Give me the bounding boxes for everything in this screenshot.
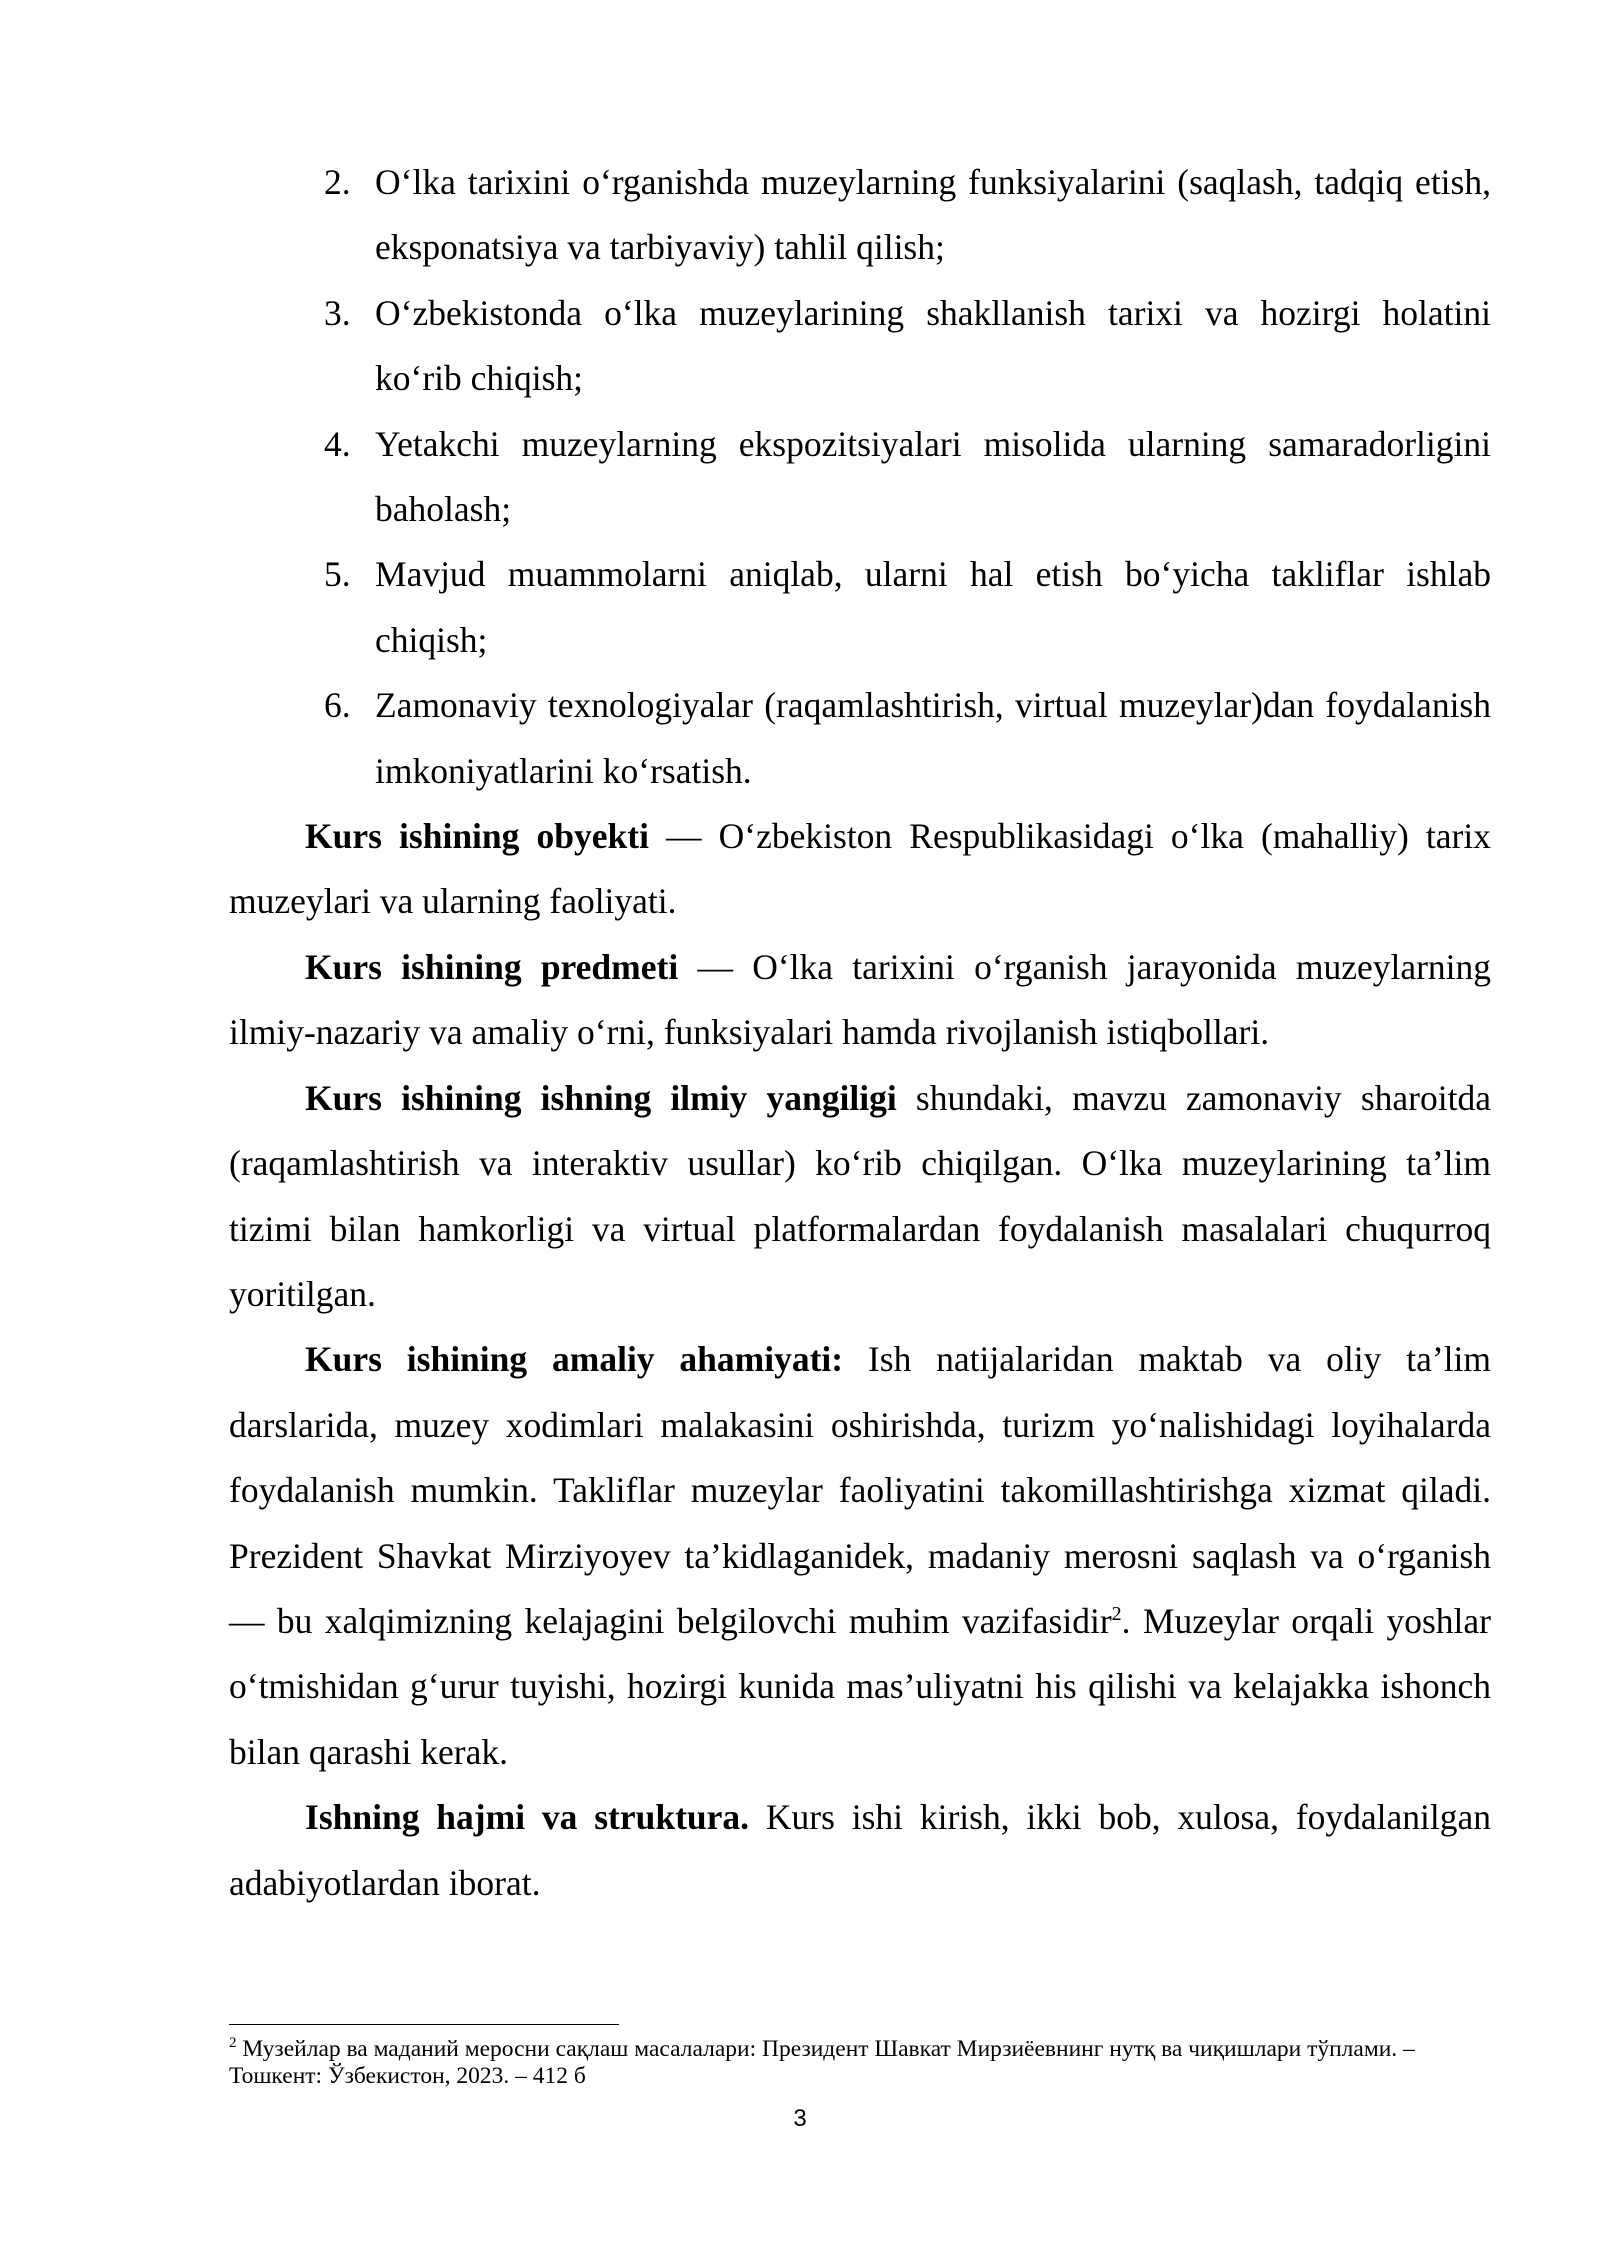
list-item bbox=[229, 281, 1491, 412]
paragraph-novelty bbox=[229, 1066, 1491, 1328]
list-item-text: Yetakchi muzeylarning ekspozitsiyalari misolida ularning samaradorligini baholash; bbox=[375, 423, 1491, 530]
paragraph-text: Kurs ishi kirish, ikki bob, xulosa, foydalanilgan adabiyotlardan iborat. bbox=[229, 1797, 1491, 1903]
paragraph-text: Ish natijalaridan maktab va oliy ta’lim darslarida, muzey xodimlari malakasini oshirishda, turizm yo‘nalishidagi loyihalarda foydalanish mumkin. Takliflar muzeylar faoliyatini takomillashtirishga xizmat qiladi. Prezident Shavkat Mirziyoyev ta’kidlaganidek, madaniy merosni saqlash va o‘rganish — bu xalqimizning kelajagini belgilovchi muhim vazifasidir bbox=[229, 1339, 1491, 1641]
footnote-text: Музейлар ва маданий меросни сақлаш масалалари: Президент Шавкат Мирзиёевнинг нутқ ва чиқишлари тўплами. – Тошкент: Ўзбекистон, 2023. – 412 б bbox=[229, 2036, 1415, 2089]
list-item-text: Mavjud muammolarni aniqlab, ularni hal etish bo‘yicha takliflar ishlab chiqish; bbox=[375, 554, 1491, 660]
footnote-separator bbox=[229, 2024, 619, 2025]
list-item-text: O‘lka tarixini o‘rganishda muzeylarning funksiyalarini (saqlash, tadqiq etish, eksponatsiya va tarbiyaviy) tahlil qilish; bbox=[375, 162, 1491, 268]
paragraph-text: shundaki, mavzu zamonaviy sharoitda (raqamlashtirish va interaktiv usullar) ko‘rib chiqilgan. O‘lka muzeylarining ta’lim tizimi bilan hamkorligi va virtual platformalardan foydalanish masalalari chuqurroq yoritilgan. bbox=[229, 1077, 1491, 1314]
paragraph-text: — O‘lka tarixini o‘rganish jarayonida muzeylarning ilmiy-nazariy va amaliy o‘rni, funksiyalari hamda rivojlanish istiqbollari. bbox=[229, 946, 1492, 1053]
footnote-reference[interactable]: 2 bbox=[1111, 1603, 1122, 1626]
list-item-number: 3. bbox=[324, 292, 351, 333]
list-item bbox=[229, 673, 1491, 804]
list-item-number: 5. bbox=[324, 554, 351, 595]
list-item-number: 4. bbox=[324, 423, 351, 464]
list-item-text: O‘zbekistonda o‘lka muzeylarining shakllanish tarixi va hozirgi holatini ko‘rib chiqish; bbox=[375, 292, 1491, 399]
paragraph-lead: Kurs ishining obyekti bbox=[305, 816, 649, 857]
list-item-number: 2. bbox=[324, 162, 351, 202]
footnote bbox=[229, 2036, 1491, 2090]
footnote-mark: 2 bbox=[229, 2035, 237, 2052]
paragraph-text-continued: . Muzeylar orqali yoshlar o‘tmishidan g‘urur tuyishi, hozirgi kunida mas’uliyatni his qilishi va kelajakka ishonch bilan qarashi kerak. bbox=[229, 1600, 1491, 1772]
list-item-number: 6. bbox=[324, 685, 351, 726]
paragraph-text: — O‘zbekiston Respublikasidagi o‘lka (mahalliy) tarix muzeylari va ularning faoliyati. bbox=[229, 816, 1491, 922]
list-item bbox=[229, 150, 1491, 281]
paragraph-subject bbox=[229, 935, 1491, 1066]
list-item bbox=[229, 412, 1491, 543]
page-number: 3 bbox=[793, 2105, 807, 2132]
paragraph-lead: Kurs ishining predmeti bbox=[305, 946, 679, 987]
body-text bbox=[229, 150, 1491, 1916]
paragraph-object bbox=[229, 804, 1491, 935]
task-list bbox=[229, 150, 1491, 804]
paragraph-lead: Ishning hajmi va struktura. bbox=[305, 1797, 750, 1838]
list-item bbox=[229, 542, 1491, 673]
list-item-text: Zamonaviy texnologiyalar (raqamlashtirish, virtual muzeylar)dan foydalanish imkoniyatlarini ko‘rsatish. bbox=[375, 685, 1491, 791]
paragraph-practical bbox=[229, 1327, 1491, 1785]
paragraph-lead: Kurs ishining ishning ilmiy yangiligi bbox=[305, 1077, 897, 1118]
paragraph-lead: Kurs ishining amaliy ahamiyati: bbox=[305, 1339, 844, 1380]
paragraph-structure bbox=[229, 1785, 1491, 1916]
